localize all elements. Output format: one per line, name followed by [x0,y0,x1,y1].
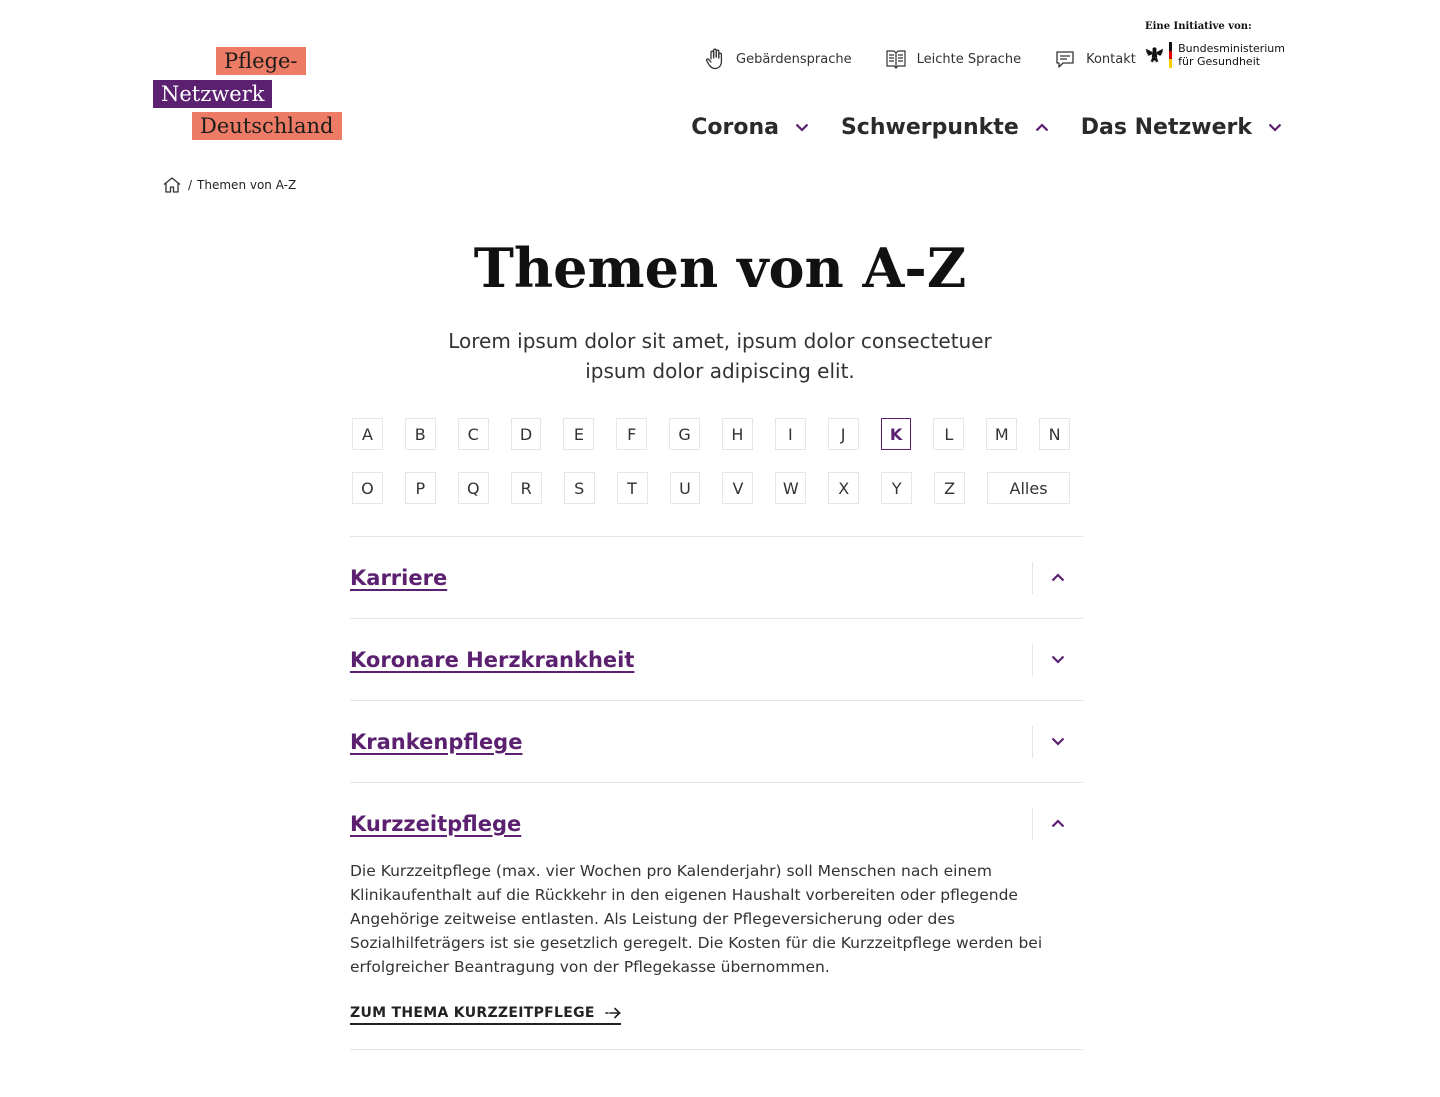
page-title: Themen von A-Z [473,236,967,300]
letter-button-all[interactable]: Alles [987,472,1070,504]
arrow-right-icon [605,1007,621,1019]
utility-link-sign-language[interactable] [704,47,852,71]
accordion-item-expanded [350,782,1083,1049]
page-intro: Lorem ipsum dolor sit amet, ipsum dolor consectetuer ipsum dolor adipiscing elit. [448,329,992,383]
accordion-item [350,618,1083,700]
letter-button[interactable]: A [352,418,383,450]
accordion-body [350,859,1083,1049]
nav-item-label: Das Netzwerk [1080,114,1252,140]
ministry-name-line-1: Bundesministerium [1178,42,1285,55]
letter-button[interactable]: V [722,472,753,504]
accordion-title-link[interactable]: Kurzzeitpflege [350,811,522,836]
accordion-text: Die Kurzzeitpflege (max. vier Wochen pro Kalenderjahr) soll Menschen nach einem Klinikaufenthalt auf die Rückkehr in den eigenen Haushalt vorbereiten oder pflegende Angehörige zeitweise entlasten. Als Leistung der Pflegeversicherung oder des Sozialhilfeträgers ist sie gesetzlich geregelt. Die Kosten für die Kurzzeitpflege werden bei erfolgreicher Beantragung von der Pflegekasse übernommen. [350,862,1043,976]
accordion-item [350,536,1083,618]
accordion-toggle[interactable] [1032,726,1083,758]
letter-button[interactable]: R [511,472,542,504]
letter-button[interactable]: T [617,472,648,504]
letter-button[interactable]: W [775,472,806,504]
ministry-logo [1145,42,1285,68]
letter-button-active[interactable]: K [881,418,912,450]
german-flag [1169,42,1172,68]
utility-nav [704,47,1169,71]
alphabet-row-1 [352,418,1092,450]
topics-accordion [350,536,1083,1050]
accordion-header[interactable] [350,537,1083,618]
utility-link-contact[interactable] [1054,47,1136,71]
topic-link-label: ZUM THEMA KURZZEITPFLEGE [350,1005,595,1021]
breadcrumb-current: Themen von A-Z [197,178,297,192]
utility-link-easy-language[interactable] [885,47,1021,71]
ministry-name-line-2: für Gesundheit [1178,55,1261,68]
nav-item-corona[interactable] [691,112,809,142]
book-icon [885,48,907,70]
main-nav [659,112,1282,142]
logo[interactable] [153,47,353,142]
hand-icon [704,47,726,71]
utility-link-label: Gebärdensprache [736,51,852,67]
letter-button[interactable]: X [828,472,859,504]
logo-line-3: Deutschland [192,112,342,140]
letter-button[interactable]: B [405,418,436,450]
letter-button[interactable]: N [1039,418,1070,450]
breadcrumb [162,175,296,195]
letter-button[interactable]: G [669,418,700,450]
letter-button[interactable]: J [828,418,859,450]
accordion-divider [350,1049,1083,1050]
nav-item-label: Schwerpunkte [840,114,1019,140]
accordion-header[interactable] [350,619,1083,700]
accordion-title-link[interactable]: Karriere [350,565,448,590]
letter-button[interactable]: P [405,472,436,504]
letter-button[interactable]: Q [458,472,489,504]
letter-button[interactable]: M [986,418,1017,450]
chevron-down-icon [1051,737,1065,746]
letter-button[interactable]: H [722,418,753,450]
chevron-down-icon [1051,655,1065,664]
chevron-down-icon [1268,123,1282,132]
letter-button[interactable]: L [933,418,964,450]
alphabet-row-2 [352,472,1092,504]
letter-button[interactable]: F [616,418,647,450]
accordion-item [350,700,1083,782]
chevron-up-icon [1051,573,1065,582]
utility-link-label: Leichte Sprache [916,51,1022,67]
nav-item-label: Corona [691,114,779,140]
nav-item-das-netzwerk[interactable] [1081,112,1282,142]
letter-button[interactable]: E [563,418,594,450]
topic-link-button[interactable] [350,1005,621,1025]
letter-button[interactable]: I [775,418,806,450]
letter-button[interactable]: D [511,418,542,450]
accordion-toggle[interactable] [1032,562,1083,594]
chat-icon [1054,48,1076,70]
accordion-title-link[interactable]: Koronare Herzkrankheit [350,647,635,672]
letter-button[interactable]: Y [881,472,912,504]
nav-item-schwerpunkte[interactable] [841,112,1049,142]
initiative-block[interactable] [1145,21,1285,68]
letter-button[interactable]: C [458,418,489,450]
logo-line-1: Pflege- [216,47,306,75]
federal-eagle-icon [1145,42,1164,68]
chevron-up-icon [1051,819,1065,828]
utility-link-label: Kontakt [1086,51,1136,67]
accordion-title-link[interactable]: Krankenpflege [350,729,523,754]
accordion-toggle[interactable] [1032,808,1083,840]
letter-button[interactable]: S [564,472,595,504]
accordion-header[interactable] [350,701,1083,782]
chevron-down-icon [795,123,809,132]
initiative-label: Eine Initiative von: [1145,21,1252,32]
breadcrumb-separator: / [188,178,193,192]
accordion-header[interactable] [350,783,1083,864]
letter-button[interactable]: O [352,472,383,504]
logo-line-2: Netzwerk [153,80,272,108]
accordion-toggle[interactable] [1032,644,1083,676]
letter-button[interactable]: U [670,472,701,504]
home-icon[interactable] [162,175,182,195]
letter-button[interactable]: Z [934,472,965,504]
chevron-up-icon [1035,123,1049,132]
alphabet-filter [352,418,1092,526]
